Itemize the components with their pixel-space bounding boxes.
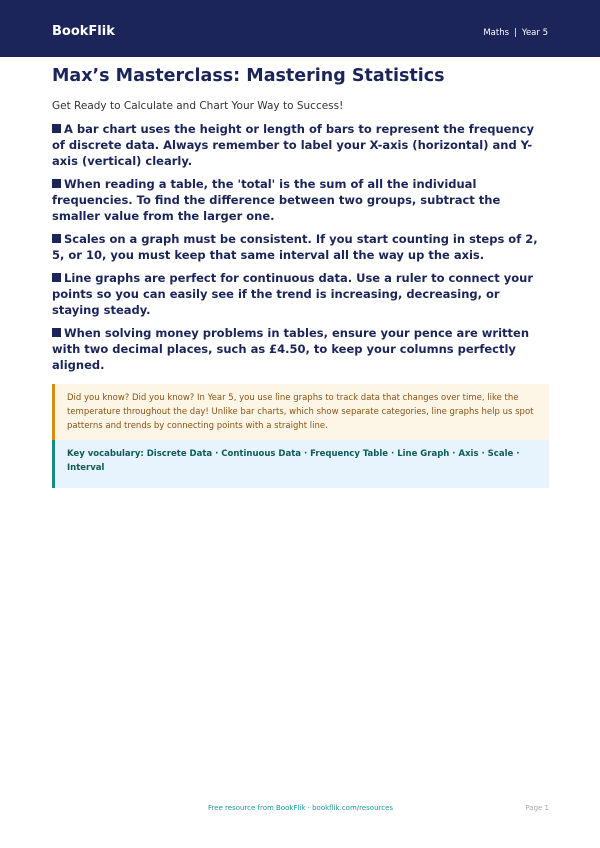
key-point-text: Line graphs are perfect for continuous data. Use a ruler to connect your points so you can easily see if the trend is increasing, decreasing, or staying steady. bbox=[52, 271, 533, 317]
square-bullet-icon bbox=[52, 273, 61, 282]
did-you-know-callout bbox=[52, 384, 549, 440]
key-point bbox=[52, 176, 549, 224]
key-point bbox=[52, 270, 549, 318]
year-label: Year 5 bbox=[521, 28, 548, 38]
vocabulary-text: Key vocabulary: Discrete Data · Continuous Data · Frequency Table · Line Graph · Axis · Scale · Interval bbox=[67, 449, 520, 473]
page-title: Max’s Masterclass: Mastering Statistics bbox=[52, 66, 445, 86]
page-number: Page 1 bbox=[525, 804, 549, 812]
page-footer bbox=[52, 802, 549, 814]
header-separator: | bbox=[514, 28, 517, 38]
main-content bbox=[52, 64, 549, 488]
subject-label: Maths bbox=[483, 28, 510, 38]
key-point bbox=[52, 121, 549, 169]
header-meta bbox=[483, 27, 548, 39]
page-subtitle: Get Ready to Calculate and Chart Your Way to Success! bbox=[52, 100, 344, 112]
page-header bbox=[0, 0, 600, 57]
key-point bbox=[52, 231, 549, 263]
footer-link-text[interactable]: Free resource from BookFlik · bookflik.com/resources bbox=[207, 804, 394, 812]
key-vocabulary-box bbox=[52, 440, 549, 488]
square-bullet-icon bbox=[52, 124, 61, 133]
callout-text: Did you know? Did you know? In Year 5, you use line graphs to track data that changes over time, like the temperature throughout the day! Unlike bar charts, which show separate categories, line graphs help us spot patterns and trends by connecting points with a straight line. bbox=[67, 393, 534, 431]
key-point bbox=[52, 325, 549, 373]
key-point-text: Scales on a graph must be consistent. If you start counting in steps of 2, 5, or 10, you must keep that same interval all the way up the axis. bbox=[52, 232, 538, 262]
square-bullet-icon bbox=[52, 234, 61, 243]
key-points-list bbox=[52, 121, 549, 373]
square-bullet-icon bbox=[52, 328, 61, 337]
key-point-text: When reading a table, the 'total' is the sum of all the individual frequencies. To find the difference between two groups, subtract the smaller value from the larger one. bbox=[52, 177, 501, 223]
square-bullet-icon bbox=[52, 179, 61, 188]
key-point-text: When solving money problems in tables, ensure your pence are written with two decimal places, such as £4.50, to keep your columns perfectly aligned. bbox=[52, 326, 530, 372]
brand-logo: BookFlik bbox=[52, 24, 115, 39]
key-point-text: A bar chart uses the height or length of bars to represent the frequency of discrete data. Always remember to label your X-axis (horizontal) and Y-axis (vertical) clearly. bbox=[52, 122, 534, 168]
